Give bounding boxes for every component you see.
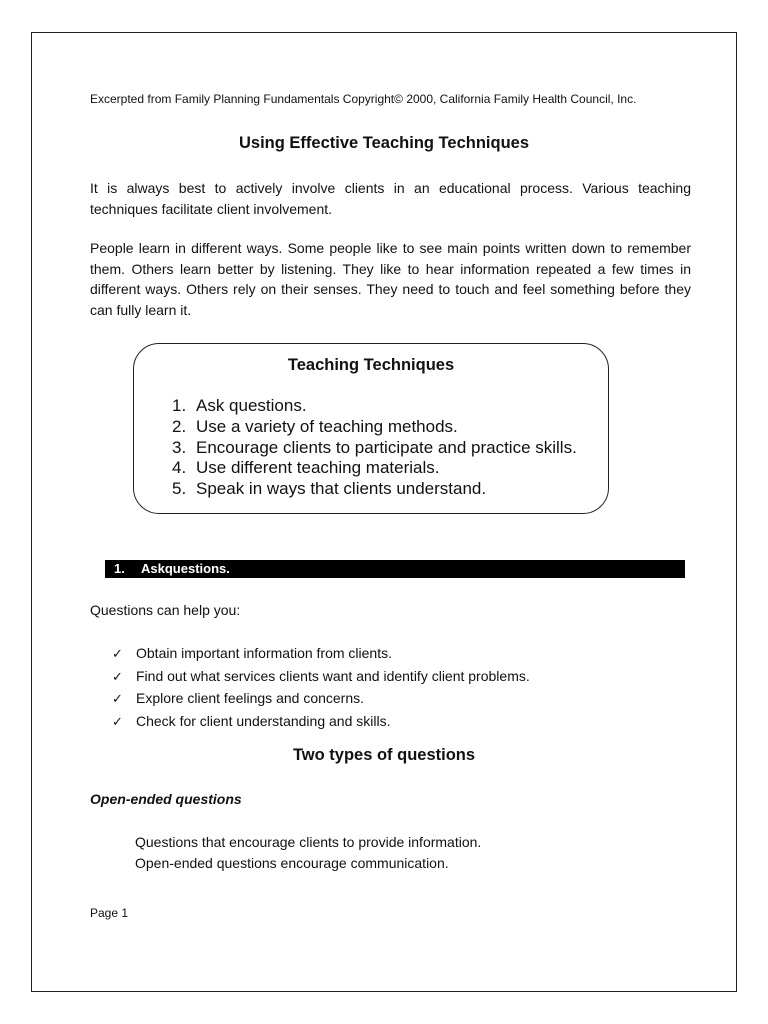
technique-number: 3. xyxy=(172,437,187,457)
section-number: 1. xyxy=(114,561,125,576)
technique-item xyxy=(172,396,577,417)
questions-lead: Questions can help you: xyxy=(90,602,241,618)
technique-item xyxy=(172,438,577,459)
technique-text: Speak in ways that clients understand. xyxy=(196,479,487,499)
checklist-item xyxy=(112,711,530,734)
techniques-box-title: Teaching Techniques xyxy=(287,356,455,374)
technique-text: Encourage clients to participate and practice skills. xyxy=(196,437,577,457)
page-number: Page 1 xyxy=(90,906,129,920)
technique-number: 5. xyxy=(172,479,187,499)
technique-number: 4. xyxy=(172,458,187,478)
technique-item xyxy=(172,417,577,438)
excerpt-note: Excerpted from Family Planning Fundamentals Copyright© 2000, California Family Health Council, Inc. xyxy=(90,92,637,106)
description-line: Open-ended questions encourage communication. xyxy=(135,854,449,871)
checklist-text: Explore client feelings and concerns. xyxy=(136,690,365,707)
technique-text: Ask questions. xyxy=(196,396,307,415)
intro-paragraph: It is always best to actively involve clients in an educational process. Various teaching techniques facilitate client involvement. xyxy=(90,180,691,217)
technique-number: 1. xyxy=(172,396,187,415)
technique-number: 2. xyxy=(172,416,187,436)
check-mark-icon: ✓ xyxy=(112,647,123,662)
section-heading-bar xyxy=(105,560,685,578)
check-mark-icon: ✓ xyxy=(112,669,123,685)
benefits-checklist xyxy=(112,643,530,734)
checklist-text: Find out what services clients want and identify client problems. xyxy=(136,667,530,684)
description-line: Questions that encourage clients to provide information. xyxy=(135,834,482,850)
check-mark-icon: ✓ xyxy=(112,692,123,708)
technique-item xyxy=(172,479,577,500)
page-title: Using Effective Teaching Techniques xyxy=(238,134,530,152)
technique-text: Use different teaching materials. xyxy=(196,458,440,478)
subheading: Two types of questions xyxy=(292,746,476,764)
check-mark-icon: ✓ xyxy=(112,715,123,731)
open-ended-description xyxy=(135,832,481,873)
techniques-list xyxy=(172,396,577,500)
open-ended-heading: Open-ended questions xyxy=(90,791,242,807)
section-label: Askquestions. xyxy=(141,561,230,576)
checklist-item xyxy=(112,643,530,666)
technique-item xyxy=(172,458,577,479)
checklist-item xyxy=(112,688,530,711)
learning-styles-paragraph: People learn in different ways. Some people like to see main points written down to remember them. Others learn better by listening. They like to hear information repeated a few times in different ways. Others rely on their senses. They need to touch and feel something before they can fully learn it. xyxy=(90,240,691,319)
checklist-item xyxy=(112,666,530,689)
checklist-text: Check for client understanding and skills. xyxy=(136,713,391,730)
technique-text: Use a variety of teaching methods. xyxy=(196,416,458,436)
checklist-text: Obtain important information from clients. xyxy=(136,645,392,661)
